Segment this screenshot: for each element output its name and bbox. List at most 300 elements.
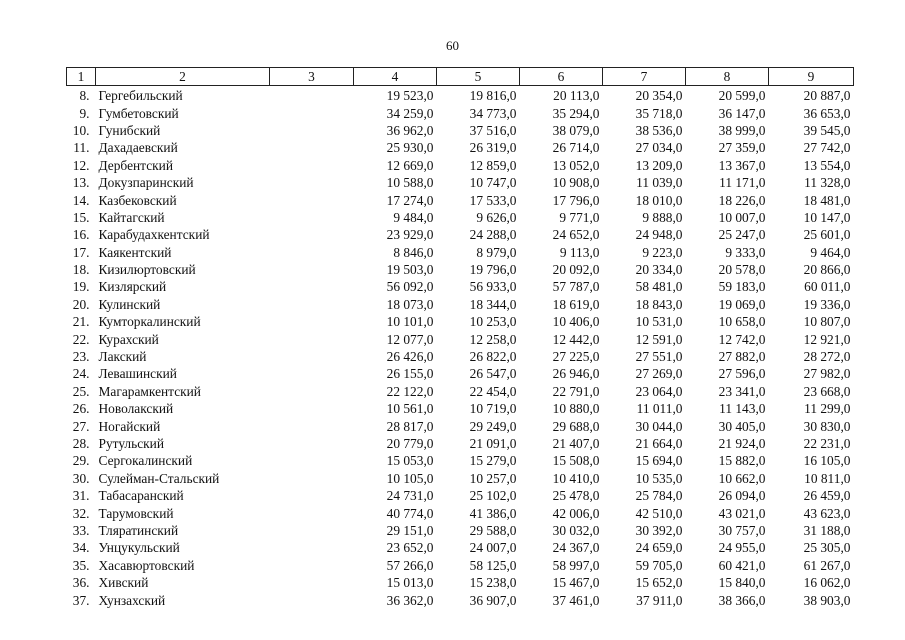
value-cell-col-5: 29 588,0 bbox=[469, 522, 517, 538]
table-row bbox=[67, 522, 854, 539]
value-cell-col-6: 10 880,0 bbox=[552, 401, 600, 417]
table-row bbox=[67, 591, 854, 608]
value-cell-col-7: 35 718,0 bbox=[635, 105, 683, 121]
column-3-cell bbox=[270, 417, 354, 434]
district-name: Карабудахкентский bbox=[98, 227, 210, 243]
table-row bbox=[67, 278, 854, 295]
value-cell-col-8: 9 333,0 bbox=[725, 244, 766, 260]
column-3-cell bbox=[270, 400, 354, 417]
value-cell-col-7: 59 705,0 bbox=[635, 557, 683, 573]
table-row bbox=[67, 574, 854, 591]
value-cell-col-8: 12 742,0 bbox=[718, 331, 766, 347]
value-cell-col-6: 20 113,0 bbox=[553, 88, 600, 104]
value-cell-col-4: 34 259,0 bbox=[386, 105, 434, 121]
value-cell-col-6: 10 406,0 bbox=[552, 314, 600, 330]
value-cell-col-4: 20 779,0 bbox=[386, 436, 434, 451]
column-3-cell bbox=[270, 330, 354, 347]
value-cell-col-7: 30 392,0 bbox=[635, 522, 683, 538]
value-cell-col-9: 26 459,0 bbox=[803, 488, 851, 504]
value-cell-col-5: 24 288,0 bbox=[469, 227, 517, 243]
district-name: Хунзахский bbox=[98, 592, 166, 608]
district-name: Хасавюртовский bbox=[98, 557, 195, 573]
page-number: 60 bbox=[446, 38, 459, 53]
table-row bbox=[67, 174, 854, 191]
value-cell-col-6: 30 032,0 bbox=[552, 522, 600, 538]
district-name: Кумторкалинский bbox=[98, 314, 201, 330]
row-number: 34. bbox=[72, 540, 90, 556]
value-cell-col-9: 20 887,0 bbox=[803, 88, 851, 104]
district-name: Кулинский bbox=[98, 296, 161, 312]
table-body bbox=[67, 86, 854, 609]
column-3-cell bbox=[270, 557, 354, 574]
value-cell-col-9: 13 554,0 bbox=[803, 157, 851, 173]
column-header-6: 6 bbox=[520, 68, 603, 86]
value-cell-col-9: 27 982,0 bbox=[803, 366, 851, 382]
value-cell-col-6: 9 771,0 bbox=[559, 209, 600, 225]
district-name: Казбековский bbox=[98, 192, 177, 208]
value-cell-col-9: 25 601,0 bbox=[803, 227, 851, 243]
row-number: 28. bbox=[72, 436, 90, 451]
value-cell-col-8: 38 999,0 bbox=[718, 122, 766, 138]
table-row bbox=[67, 539, 854, 556]
value-cell-col-7: 58 481,0 bbox=[635, 279, 683, 295]
value-cell-col-4: 22 122,0 bbox=[386, 383, 434, 399]
table-row bbox=[67, 191, 854, 208]
value-cell-col-5: 10 253,0 bbox=[469, 314, 517, 330]
value-cell-col-9: 10 147,0 bbox=[803, 209, 851, 225]
value-cell-col-7: 20 334,0 bbox=[635, 262, 683, 278]
value-cell-col-4: 56 092,0 bbox=[386, 279, 434, 295]
value-cell-col-6: 26 714,0 bbox=[552, 140, 600, 156]
value-cell-col-9: 11 328,0 bbox=[804, 175, 851, 191]
district-name: Кизилюртовский bbox=[98, 262, 196, 278]
value-cell-col-4: 10 101,0 bbox=[386, 314, 434, 330]
value-cell-col-7: 24 659,0 bbox=[635, 540, 683, 556]
column-3-cell bbox=[270, 157, 354, 174]
value-cell-col-6: 24 367,0 bbox=[552, 540, 600, 556]
row-number: 27. bbox=[72, 418, 90, 434]
column-header-2: 2 bbox=[96, 68, 270, 86]
value-cell-col-7: 10 531,0 bbox=[635, 314, 683, 330]
value-cell-col-9: 20 866,0 bbox=[803, 262, 851, 278]
value-cell-col-4: 36 962,0 bbox=[386, 122, 434, 138]
column-3-cell bbox=[270, 504, 354, 521]
value-cell-col-7: 42 510,0 bbox=[635, 505, 683, 521]
column-header-5: 5 bbox=[437, 68, 520, 86]
value-cell-col-9: 19 336,0 bbox=[803, 296, 851, 312]
value-cell-col-9: 18 481,0 bbox=[803, 192, 851, 208]
value-cell-col-5: 18 344,0 bbox=[469, 296, 517, 312]
column-3-cell bbox=[270, 122, 354, 139]
row-number: 25. bbox=[72, 383, 90, 399]
value-cell-col-6: 20 092,0 bbox=[552, 262, 600, 278]
value-cell-col-9: 22 231,0 bbox=[803, 436, 851, 451]
value-cell-col-6: 35 294,0 bbox=[552, 105, 600, 121]
value-cell-col-8: 11 143,0 bbox=[719, 401, 766, 417]
table-row bbox=[67, 139, 854, 156]
value-cell-col-4: 18 073,0 bbox=[386, 296, 434, 312]
column-3-cell bbox=[270, 296, 354, 313]
value-cell-col-5: 22 454,0 bbox=[469, 383, 517, 399]
row-number: 21. bbox=[72, 314, 90, 330]
district-name: Рутульский bbox=[98, 436, 164, 451]
row-number: 19. bbox=[72, 279, 90, 295]
value-cell-col-8: 26 094,0 bbox=[718, 488, 766, 504]
value-cell-col-5: 41 386,0 bbox=[469, 505, 517, 521]
value-cell-col-6: 17 796,0 bbox=[552, 192, 600, 208]
value-cell-col-8: 23 341,0 bbox=[718, 383, 766, 399]
value-cell-col-6: 25 478,0 bbox=[552, 488, 600, 504]
row-number: 8. bbox=[79, 88, 90, 104]
value-cell-col-9: 23 668,0 bbox=[803, 383, 851, 399]
column-3-cell bbox=[270, 487, 354, 504]
value-cell-col-5: 25 102,0 bbox=[469, 488, 517, 504]
column-3-cell bbox=[270, 139, 354, 156]
value-cell-col-8: 59 183,0 bbox=[718, 279, 766, 295]
column-3-cell bbox=[270, 278, 354, 295]
row-number: 9. bbox=[79, 105, 90, 121]
value-cell-col-4: 28 817,0 bbox=[386, 418, 434, 434]
value-cell-col-8: 10 007,0 bbox=[718, 209, 766, 225]
value-cell-col-8: 13 367,0 bbox=[718, 157, 766, 173]
value-cell-col-7: 15 694,0 bbox=[635, 453, 683, 469]
district-name: Хивский bbox=[98, 575, 149, 591]
value-cell-col-8: 60 421,0 bbox=[718, 557, 766, 573]
row-number: 12. bbox=[72, 157, 90, 173]
value-cell-col-7: 13 209,0 bbox=[635, 157, 683, 173]
value-cell-col-8: 21 924,0 bbox=[718, 436, 766, 451]
row-number: 26. bbox=[72, 401, 90, 417]
row-number: 32. bbox=[72, 505, 90, 521]
value-cell-col-6: 12 442,0 bbox=[552, 331, 600, 347]
row-number: 20. bbox=[72, 296, 90, 312]
value-cell-col-6: 26 946,0 bbox=[552, 366, 600, 382]
value-cell-col-7: 11 039,0 bbox=[636, 175, 683, 191]
value-cell-col-6: 10 908,0 bbox=[552, 175, 600, 191]
value-cell-col-6: 37 461,0 bbox=[552, 592, 600, 608]
value-cell-col-4: 26 426,0 bbox=[386, 349, 434, 365]
row-number: 14. bbox=[72, 192, 90, 208]
value-cell-col-9: 10 807,0 bbox=[803, 314, 851, 330]
value-cell-col-8: 30 405,0 bbox=[718, 418, 766, 434]
column-3-cell bbox=[270, 591, 354, 608]
row-number: 13. bbox=[72, 175, 90, 191]
value-cell-col-6: 29 688,0 bbox=[552, 418, 600, 434]
value-cell-col-5: 10 719,0 bbox=[469, 401, 517, 417]
value-cell-col-9: 27 742,0 bbox=[803, 140, 851, 156]
value-cell-col-4: 19 523,0 bbox=[386, 88, 434, 104]
district-name: Лакский bbox=[98, 349, 147, 365]
value-cell-col-5: 12 258,0 bbox=[469, 331, 517, 347]
value-cell-col-7: 15 652,0 bbox=[635, 575, 683, 591]
column-3-cell bbox=[270, 86, 354, 105]
value-cell-col-6: 42 006,0 bbox=[552, 505, 600, 521]
value-cell-col-9: 25 305,0 bbox=[803, 540, 851, 556]
table-row bbox=[67, 452, 854, 469]
value-cell-col-8: 24 955,0 bbox=[718, 540, 766, 556]
row-number: 22. bbox=[72, 331, 90, 347]
table-row bbox=[67, 86, 854, 105]
value-cell-col-5: 58 125,0 bbox=[469, 557, 517, 573]
column-3-cell bbox=[270, 470, 354, 487]
row-number: 11. bbox=[73, 140, 90, 156]
table-row bbox=[67, 348, 854, 365]
value-cell-col-5: 19 816,0 bbox=[469, 88, 517, 104]
row-number: 10. bbox=[72, 122, 90, 138]
value-cell-col-5: 15 238,0 bbox=[469, 575, 517, 591]
value-cell-col-4: 17 274,0 bbox=[386, 192, 434, 208]
value-cell-col-4: 10 561,0 bbox=[386, 401, 434, 417]
value-cell-col-5: 19 796,0 bbox=[469, 262, 517, 278]
value-cell-col-6: 58 997,0 bbox=[552, 557, 600, 573]
table-row bbox=[67, 296, 854, 313]
value-cell-col-6: 21 407,0 bbox=[552, 436, 600, 451]
value-cell-col-4: 9 484,0 bbox=[393, 209, 434, 225]
row-number: 35. bbox=[72, 557, 90, 573]
district-name: Левашинский bbox=[98, 366, 177, 382]
value-cell-col-8: 27 882,0 bbox=[718, 349, 766, 365]
value-cell-col-7: 9 888,0 bbox=[642, 209, 683, 225]
district-name: Унцукульский bbox=[98, 540, 180, 556]
value-cell-col-9: 9 464,0 bbox=[810, 244, 851, 260]
value-cell-col-6: 38 079,0 bbox=[552, 122, 600, 138]
value-cell-col-8: 20 578,0 bbox=[718, 262, 766, 278]
district-name: Гунибский bbox=[98, 122, 161, 138]
column-header-7: 7 bbox=[603, 68, 686, 86]
district-name: Тляратинский bbox=[98, 522, 179, 538]
column-header-9: 9 bbox=[769, 68, 854, 86]
value-cell-col-7: 25 784,0 bbox=[635, 488, 683, 504]
value-cell-col-9: 16 062,0 bbox=[803, 575, 851, 591]
value-cell-col-7: 11 011,0 bbox=[636, 401, 683, 417]
table-row bbox=[67, 400, 854, 417]
value-cell-col-7: 9 223,0 bbox=[642, 244, 683, 260]
value-cell-col-8: 25 247,0 bbox=[718, 227, 766, 243]
value-cell-col-4: 12 077,0 bbox=[386, 331, 434, 347]
table-row bbox=[67, 487, 854, 504]
value-cell-col-9: 39 545,0 bbox=[803, 122, 851, 138]
value-cell-col-5: 17 533,0 bbox=[469, 192, 517, 208]
value-cell-col-7: 21 664,0 bbox=[635, 436, 683, 451]
value-cell-col-9: 30 830,0 bbox=[803, 418, 851, 434]
table-row bbox=[67, 383, 854, 400]
value-cell-col-5: 10 257,0 bbox=[469, 470, 517, 486]
district-name: Дербентский bbox=[98, 157, 173, 173]
value-cell-col-6: 24 652,0 bbox=[552, 227, 600, 243]
value-cell-col-4: 40 774,0 bbox=[386, 505, 434, 521]
value-cell-col-5: 29 249,0 bbox=[469, 418, 517, 434]
value-cell-col-5: 10 747,0 bbox=[469, 175, 517, 191]
value-cell-col-7: 23 064,0 bbox=[635, 383, 683, 399]
value-cell-col-5: 36 907,0 bbox=[469, 592, 517, 608]
row-number: 36. bbox=[72, 575, 90, 591]
row-number: 23. bbox=[72, 349, 90, 365]
value-cell-col-5: 26 547,0 bbox=[469, 366, 517, 382]
row-number: 37. bbox=[72, 592, 90, 608]
value-cell-col-9: 12 921,0 bbox=[803, 331, 851, 347]
district-name: Каякентский bbox=[98, 244, 172, 260]
district-name: Магарамкентский bbox=[98, 383, 201, 399]
value-cell-col-6: 15 467,0 bbox=[552, 575, 600, 591]
row-number: 33. bbox=[72, 522, 90, 538]
value-cell-col-4: 57 266,0 bbox=[386, 557, 434, 573]
table-row bbox=[67, 313, 854, 330]
column-3-cell bbox=[270, 174, 354, 191]
value-cell-col-9: 60 011,0 bbox=[804, 279, 851, 295]
value-cell-col-5: 56 933,0 bbox=[469, 279, 517, 295]
district-name: Кизлярский bbox=[98, 279, 167, 295]
district-name: Сергокалинский bbox=[98, 453, 193, 469]
row-number: 31. bbox=[72, 488, 90, 504]
column-3-cell bbox=[270, 209, 354, 226]
table-row bbox=[67, 365, 854, 382]
column-3-cell bbox=[270, 244, 354, 261]
value-cell-col-5: 12 859,0 bbox=[469, 157, 517, 173]
value-cell-col-4: 29 151,0 bbox=[386, 522, 434, 538]
value-cell-col-9: 36 653,0 bbox=[803, 105, 851, 121]
column-3-cell bbox=[270, 348, 354, 365]
district-name: Докузпаринский bbox=[98, 175, 194, 191]
table-row bbox=[67, 209, 854, 226]
value-cell-col-9: 43 623,0 bbox=[803, 505, 851, 521]
value-cell-col-8: 36 147,0 bbox=[718, 105, 766, 121]
column-3-cell bbox=[270, 574, 354, 591]
table-row bbox=[67, 470, 854, 487]
value-cell-col-8: 27 359,0 bbox=[718, 140, 766, 156]
value-cell-col-8: 43 021,0 bbox=[718, 505, 766, 521]
column-3-cell bbox=[270, 365, 354, 382]
value-cell-col-4: 12 669,0 bbox=[386, 157, 434, 173]
value-cell-col-4: 26 155,0 bbox=[386, 366, 434, 382]
table-row bbox=[67, 122, 854, 139]
value-cell-col-7: 10 535,0 bbox=[635, 470, 683, 486]
value-cell-col-5: 9 626,0 bbox=[476, 209, 517, 225]
value-cell-col-4: 36 362,0 bbox=[386, 592, 434, 608]
value-cell-col-8: 27 596,0 bbox=[718, 366, 766, 382]
column-3-cell bbox=[270, 104, 354, 121]
district-name: Гергебильский bbox=[98, 88, 183, 104]
value-cell-col-7: 27 551,0 bbox=[635, 349, 683, 365]
value-cell-col-5: 24 007,0 bbox=[469, 540, 517, 556]
value-cell-col-9: 16 105,0 bbox=[803, 453, 851, 469]
value-cell-col-5: 34 773,0 bbox=[469, 105, 517, 121]
district-name: Гумбетовский bbox=[98, 105, 179, 121]
value-cell-col-8: 20 599,0 bbox=[718, 88, 766, 104]
value-cell-col-4: 19 503,0 bbox=[386, 262, 434, 278]
value-cell-col-7: 30 044,0 bbox=[635, 418, 683, 434]
value-cell-col-6: 15 508,0 bbox=[552, 453, 600, 469]
value-cell-col-9: 31 188,0 bbox=[803, 522, 851, 538]
row-number: 15. bbox=[72, 209, 90, 225]
value-cell-col-6: 27 225,0 bbox=[552, 349, 600, 365]
column-header-1: 1 bbox=[67, 68, 96, 86]
value-cell-col-6: 18 619,0 bbox=[552, 296, 600, 312]
value-cell-col-7: 18 010,0 bbox=[635, 192, 683, 208]
data-table bbox=[66, 67, 854, 609]
value-cell-col-7: 27 034,0 bbox=[635, 140, 683, 156]
value-cell-col-5: 26 822,0 bbox=[469, 349, 517, 365]
value-cell-col-6: 10 410,0 bbox=[552, 470, 600, 486]
value-cell-col-7: 38 536,0 bbox=[635, 122, 683, 138]
column-3-cell bbox=[270, 313, 354, 330]
value-cell-col-5: 15 279,0 bbox=[469, 453, 517, 469]
value-cell-col-8: 18 226,0 bbox=[718, 192, 766, 208]
column-header-8: 8 bbox=[686, 68, 769, 86]
district-name: Ногайский bbox=[98, 418, 161, 434]
value-cell-col-4: 10 588,0 bbox=[386, 175, 434, 191]
value-cell-col-5: 37 516,0 bbox=[469, 122, 517, 138]
district-name: Дахадаевский bbox=[98, 140, 178, 156]
value-cell-col-5: 8 979,0 bbox=[476, 244, 517, 260]
table-row bbox=[67, 104, 854, 121]
value-cell-col-5: 26 319,0 bbox=[469, 140, 517, 156]
column-3-cell bbox=[270, 522, 354, 539]
table-row bbox=[67, 157, 854, 174]
header-row bbox=[67, 68, 854, 86]
value-cell-col-8: 10 662,0 bbox=[718, 470, 766, 486]
value-cell-col-6: 9 113,0 bbox=[559, 244, 600, 260]
value-cell-col-7: 12 591,0 bbox=[635, 331, 683, 347]
value-cell-col-5: 21 091,0 bbox=[469, 436, 517, 451]
column-3-cell bbox=[270, 383, 354, 400]
row-number: 30. bbox=[72, 470, 90, 486]
value-cell-col-6: 57 787,0 bbox=[552, 279, 600, 295]
district-name: Тарумовский bbox=[98, 505, 174, 521]
district-name: Курахский bbox=[98, 331, 159, 347]
district-name: Кайтагский bbox=[98, 209, 165, 225]
value-cell-col-4: 23 929,0 bbox=[386, 227, 434, 243]
column-3-cell bbox=[270, 226, 354, 243]
value-cell-col-7: 24 948,0 bbox=[635, 227, 683, 243]
column-3-cell bbox=[270, 435, 354, 452]
table-row bbox=[67, 504, 854, 521]
value-cell-col-8: 19 069,0 bbox=[718, 296, 766, 312]
value-cell-col-9: 61 267,0 bbox=[803, 557, 851, 573]
row-number: 16. bbox=[72, 227, 90, 243]
row-number: 17. bbox=[72, 244, 90, 260]
district-name: Табасаранский bbox=[98, 488, 184, 504]
value-cell-col-8: 38 366,0 bbox=[718, 592, 766, 608]
value-cell-col-8: 15 840,0 bbox=[718, 575, 766, 591]
table-row bbox=[67, 417, 854, 434]
value-cell-col-7: 37 911,0 bbox=[636, 592, 683, 608]
value-cell-col-7: 27 269,0 bbox=[635, 366, 683, 382]
value-cell-col-8: 15 882,0 bbox=[718, 453, 766, 469]
district-name: Сулейман-Стальский bbox=[98, 470, 220, 486]
value-cell-col-6: 13 052,0 bbox=[552, 157, 600, 173]
value-cell-col-9: 28 272,0 bbox=[803, 349, 851, 365]
value-cell-col-4: 10 105,0 bbox=[386, 470, 434, 486]
value-cell-col-7: 20 354,0 bbox=[635, 88, 683, 104]
column-3-cell bbox=[270, 191, 354, 208]
value-cell-col-9: 11 299,0 bbox=[804, 401, 851, 417]
table-row bbox=[67, 226, 854, 243]
row-number: 24. bbox=[72, 366, 90, 382]
value-cell-col-4: 8 846,0 bbox=[393, 244, 434, 260]
column-3-cell bbox=[270, 539, 354, 556]
value-cell-col-6: 22 791,0 bbox=[552, 383, 600, 399]
district-name: Новолакский bbox=[98, 401, 174, 417]
column-3-cell bbox=[270, 261, 354, 278]
value-cell-col-8: 30 757,0 bbox=[718, 522, 766, 538]
table-row bbox=[67, 330, 854, 347]
table-row bbox=[67, 435, 854, 452]
column-3-cell bbox=[270, 452, 354, 469]
row-number: 18. bbox=[72, 262, 90, 278]
value-cell-col-4: 15 013,0 bbox=[386, 575, 434, 591]
value-cell-col-7: 18 843,0 bbox=[635, 296, 683, 312]
value-cell-col-9: 38 903,0 bbox=[803, 592, 851, 608]
